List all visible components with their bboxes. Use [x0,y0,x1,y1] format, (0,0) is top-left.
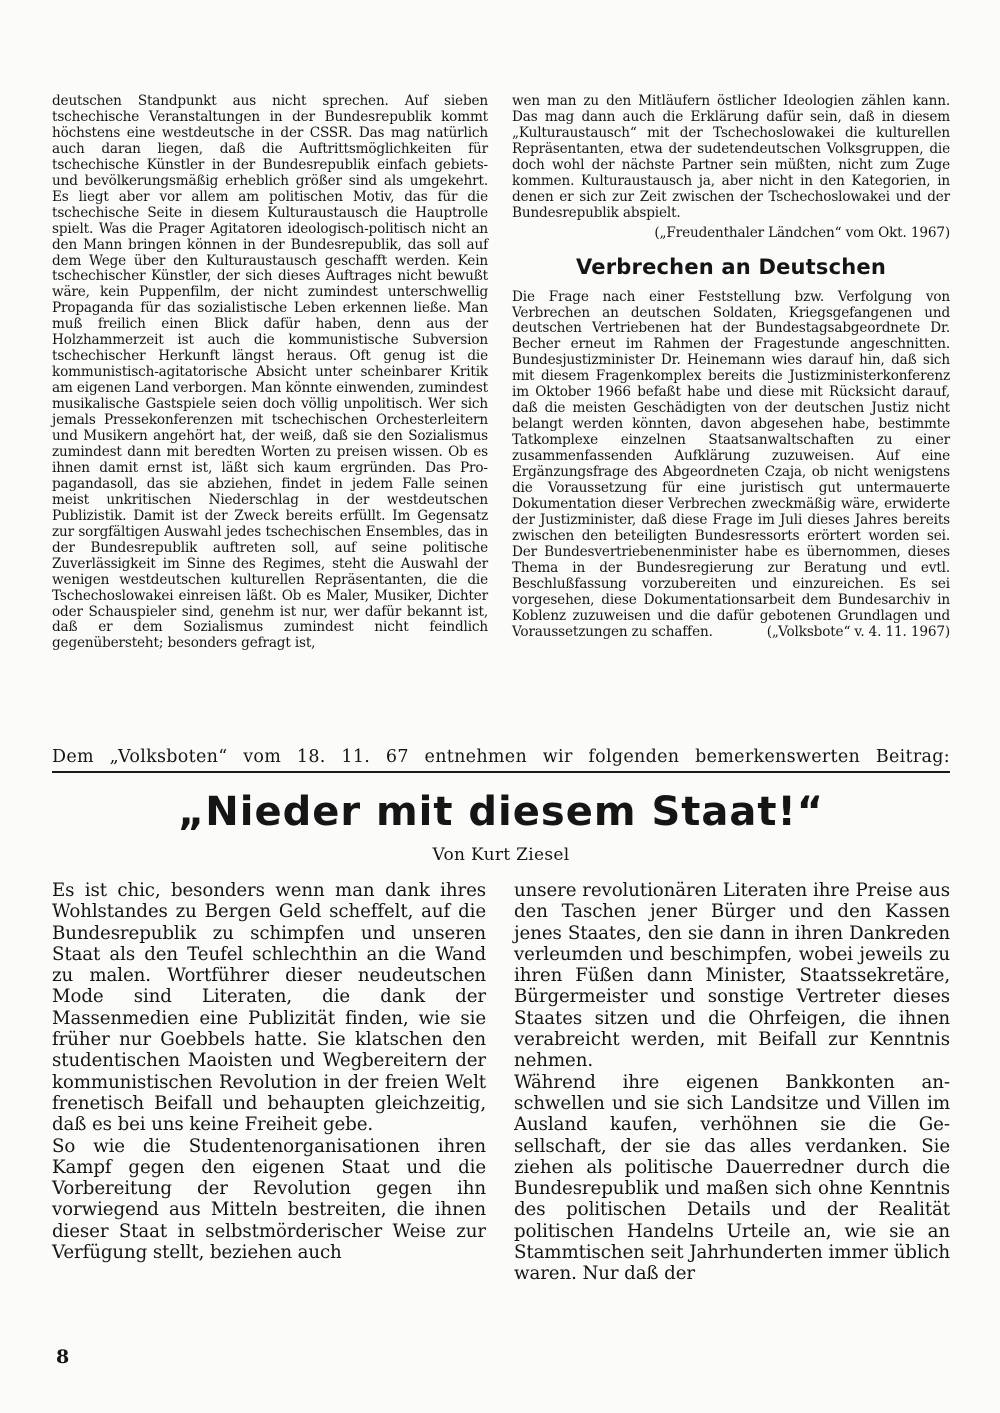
bottom-left-paragraph-2: So wie die Studentenorganisationen ihren Kampf gegen den eigenen Staat und die Vorbereitung der Revolution gegen ihn vorwiegend aus Mitteln bestreiten, die ihnen dieser Staat in selbstmörderischer Weise zur Verfügung stellt, beziehen auch [52,1135,486,1264]
divider-rule [52,771,950,773]
section-source-citation: („Volksbote“ v. 4. 11. 1967) [766,623,950,640]
section-paragraph [512,290,950,641]
section-text: Die Frage nach einer Feststellung bzw. Verfolgung von Verbrechen an deutschen Soldaten, Kriegsgefangenen und deutschen Vertriebenen hat der Bundestagsabgeordnete Dr. Becher erneut im Rahmen der Fragestunde angeschnitten. Bundesjustizminister Dr. Heinemann wies darauf hin, daß sich mit diesem Fragenkomplex bereits die Justizministerkonferenz im Oktober 1966 befaßt habe und diese mit Rücksicht darauf, daß die meisten Geschädigten von der deutschen Justiz nicht belangt werden könnten, davon abgesehen habe, bestimmte Tatkomplexe einzelnen Staatsanwaltschaften zu einer zusammenfassenden Aufklärung zuzuweisen. Auf eine Ergänzungsfrage des Abgeordneten Czaja, ob nicht wenigstens die Voraussetzung für eine juristisch gut untermauerte Dokumentation dieser Verbrechen zweckmäßig wäre, erwiderte der Justizminister, daß diese Frage im Juli dieses Jahres bereits zwischen den beteiligten Bundesressorts erörtert worden sei. Der Bundesvertriebenenminister habe es übernommen, dieses Thema in der Bundesregierung zur Beratung und evtl. Beschlußfassung vorzubereiten und einzureichen. Es sei vorgesehen, diese Dokumentationsarbeit dem Bundesarchiv in Koblenz zuzuweisen und die dafür gebotenen Grundlagen und Voraussetzungen zu schaffen. [512,288,950,640]
page-number: 8 [56,1346,70,1368]
article-byline: Von Kurt Ziesel [432,845,570,865]
bottom-left-column [52,880,486,1263]
article-headline: „Nieder mit diesem Staat!“ [177,789,825,835]
bottom-left-paragraph-1: Es ist chic, besonders wenn man dank ihres Wohlstandes zu Bergen Geld scheffelt, auf die Bundesrepublik zu schimpfen und unseren Staat als den Teufel schlechthin an die Wand zu malen. Wortführer dieser neudeutschen Mode sind Literaten, die dank der Massenmedien eine Publizität finden, wie sie früher nur Goebbels hatte. Sie klatschen den studentischen Maoisten und Wegbereitern der kommunistischen Revolution in der freien Welt frenetisch Beifall und behaupten gleichzeitig, daß es bei uns keine Freiheit gebe. [52,880,486,1136]
source-citation: („Freudenthaler Ländchen“ vom Okt. 1967) [654,224,950,241]
top-right-column [512,94,950,641]
bottom-right-paragraph-1: unsere revolutionären Literaten ihre Preise aus den Taschen jener Bürger und den Kassen jenes Staates, den sie dann in ihren Dankreden verleumden und beschimpfen, wobei jeweils zu ihren Füßen dann Minister, Staatssekretäre, Bürgermeister und sonstige Vertreter dieses Staates sitzen und die Ohrfeigen, die ihnen verabreicht werden, mit Beifall zur Kenntnis nehmen. [514,880,950,1072]
bottom-right-paragraph-2: Während ihre eigenen Bankkonten anschwellen und sie sich Landsitze und Villen im Ausland kaufen, verhöhnen sie die Gesellschaft, der sie das alles verdanken. Sie ziehen als politische Dauerredner durch die Bundesrepublik und maßen sich ohne Kenntnis des politischen Details und der Realität politischen Handelns Urteile an, wie sie an Stammtischen seit Jahrhunderten immer üblich waren. Nur daß der [514,1071,950,1285]
intro-sentence: Dem „Volksboten“ vom 18. 11. 67 entnehmen wir folgenden bemerkenswerten Beitrag: [52,747,950,767]
top-left-paragraph: deutschen Standpunkt aus nicht sprechen. Auf sieben tschechische Veranstaltungen in der Bundesrepublik kommt höchstens eine westdeutsche in der CSSR. Das mag natürlich auch daran liegen, daß die Auftrittsmöglichkeiten für tschechische Künstler in der Bundesrepublik einfach gebiets- und bevölkerungsmäßig erheblich größer sind als umgekehrt. Es liegt aber vor allem am politischen Motiv, das für die tschechische Seite in diesem Kulturaustausch die Hauptrolle spielt. Was die Prager Agitatoren ideologisch-politisch nicht an den Mann bringen können in der Bundesrepublik, das soll auf dem Wege über den Kulturaustausch geschafft werden. Kein tschechischer Künstler, der sich dieses Auftrages nicht bewußt wäre, kein Puppenfilm, der nicht zumindest unterschwellig Propaganda für das sozialistische Leben erkennen ließe. Man muß freilich einen Blick dafür haben, denn aus der Holzhammerzeit ist auch die kommunistische Subversion tschechischer Herkunft längst heraus. Oft genug ist die kommunistisch-agitatorische Absicht unter scheinbarer Kritik am eigenen Land verborgen. Man könnte einwenden, zumindest musikalische Gastspiele seien doch völlig unpolitisch. Wer sich jemals Pressekonferenzen mit tschechischen Orchesterleitern und Musikern angehört hat, der weiß, daß sie den Sozialismus zumindest dann mit beredten Worten zu preisen wissen. Ob es ihnen damit ernst ist, läßt sich kaum ergründen. Das Propagandasoll, das sie abziehen, findet in jedem Falle seinen meist unkritischen Niederschlag in der westdeutschen Publizistik. Damit ist der Zweck bereits erfüllt. Im Gegensatz zur sorgfältigen Auswahl jedes tschechischen Ensembles, das in der Bundesrepublik auftreten soll, auf seine politische Zuverlässigkeit im Sinne des Regimes, steht die Auswahl der wenigen westdeutschen kulturellen Repräsentanten, die die Tschechoslowakei einreisen läßt. Ob es Maler, Musiker, Dichter oder Schauspieler sind, genehm ist nur, wer dafür bekannt ist, daß er dem Sozialismus zumindest nicht feindlich gegenübersteht; besonders gefragt ist, [52,93,488,652]
section-heading: Verbrechen an Deutschen [575,254,887,279]
bottom-right-column [514,880,950,1285]
top-right-intro-paragraph: wen man zu den Mitläufern östlicher Ideologien zählen kann. Das mag dann auch die Erklärung dafür sein, daß in diesem „Kulturaustausch“ mit der Tschechoslowakei die kulturellen Repräsentanten, etwa der sudetendeutschen Volksgruppen, die doch wohl der nächste Partner sein müßten, nicht zum Zuge kommen. Kulturaustausch ja, aber nicht in den Kategorien, in denen er sich zur Zeit zwischen der Tschechoslowakei und der Bundesrepublik abspielt. [512,93,950,221]
top-left-column [52,94,488,652]
